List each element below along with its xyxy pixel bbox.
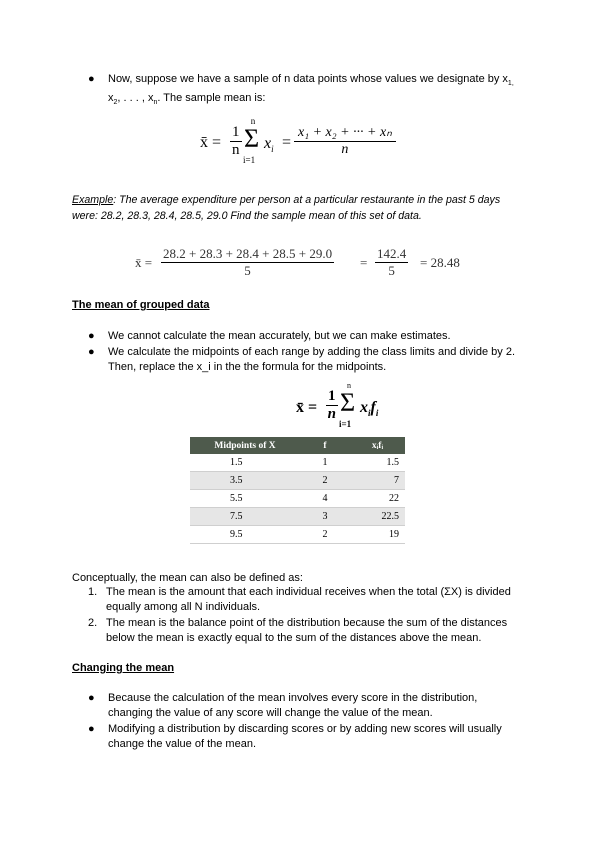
bullet-dot: ● — [88, 330, 95, 342]
conceptual-intro: Conceptually, the mean can also be defined as: — [72, 572, 303, 584]
bullet-dot: ● — [88, 346, 95, 358]
example-line2: were: 28.2, 28.3, 28.4, 28.5, 29.0 Find the sample mean of this set of data. — [72, 210, 422, 222]
formula2-result: = 28.48 — [420, 255, 460, 270]
midpoints-table — [190, 437, 405, 544]
intro-x2: x — [108, 92, 114, 105]
sigma-icon: Σ — [244, 124, 260, 153]
formula3-sum-top: n — [347, 381, 351, 390]
formula3-lhs: x̄ = — [296, 399, 318, 416]
table-row: 5.5 4 22 — [190, 490, 405, 508]
changing-heading: Changing the mean — [72, 662, 175, 674]
table-row: 9.5 2 19 — [190, 526, 405, 544]
formula1-sum-top: n — [250, 116, 256, 126]
col-f: f — [300, 437, 350, 454]
table-header-row — [190, 437, 405, 454]
example-calc-formula — [135, 246, 475, 282]
formula1-rhs: $\frac{\text{x₁ + x₂ + ··· + xₙ}}{n}$ — [294, 124, 396, 158]
intro-line2-tail: . The sample mean is: — [157, 92, 266, 105]
example-label: Example — [72, 194, 114, 206]
formula3-sum-bottom: i=1 — [339, 419, 352, 429]
formula1-term: $x_i$ — [264, 135, 274, 155]
formula2-eq1: = — [360, 255, 368, 270]
formula1-eq: = — [282, 134, 292, 151]
sample-mean-formula — [200, 118, 410, 170]
formula3-frac: $\frac{1}{n}$ — [327, 388, 336, 422]
col-xf: xᵢfᵢ — [350, 437, 405, 454]
intro-sub1: 1, — [507, 80, 514, 88]
bullet-dot: ● — [88, 723, 95, 735]
formula3-term: $x_if_i$ — [360, 399, 379, 419]
formula1-lhs: x̄ = — [200, 134, 222, 151]
sigma-icon: Σ — [340, 388, 356, 417]
table-row: 7.5 3 22.5 — [190, 508, 405, 526]
col-midpoints: Midpoints of X — [190, 437, 300, 454]
intro-subn: n — [153, 99, 158, 107]
formula2-frac1: $\frac{28.2 + 28.3 + 28.4 + 28.5 + 29.0}{5}$ — [163, 246, 333, 278]
grouped-heading: The mean of grouped data — [72, 299, 210, 311]
grouped-mean-formula — [296, 381, 426, 432]
formula2-frac2: $\frac{142.4}{5}$ — [377, 246, 407, 278]
table-row: 3.5 2 7 — [190, 472, 405, 490]
formula1-frac: $\frac{1}{n}$ — [232, 124, 240, 158]
intro-sub2: 2 — [113, 99, 118, 107]
bullet-dot: ● — [88, 692, 95, 704]
table-row: 1.5 1 1.5 — [190, 454, 405, 472]
bullet-dot: ● — [88, 73, 95, 85]
formula1-sum-bottom: i=1 — [243, 155, 256, 165]
example-line1 — [72, 193, 500, 208]
intro-line1: Now, suppose we have a sample of n data points whose values we designate by x — [108, 73, 508, 85]
example-text: : The average expenditure per person at a particular restaurante in the past 5 days — [113, 194, 501, 206]
formula2-lhs: x̄ = — [135, 255, 153, 270]
intro-dots: , . . . , x — [117, 92, 154, 105]
